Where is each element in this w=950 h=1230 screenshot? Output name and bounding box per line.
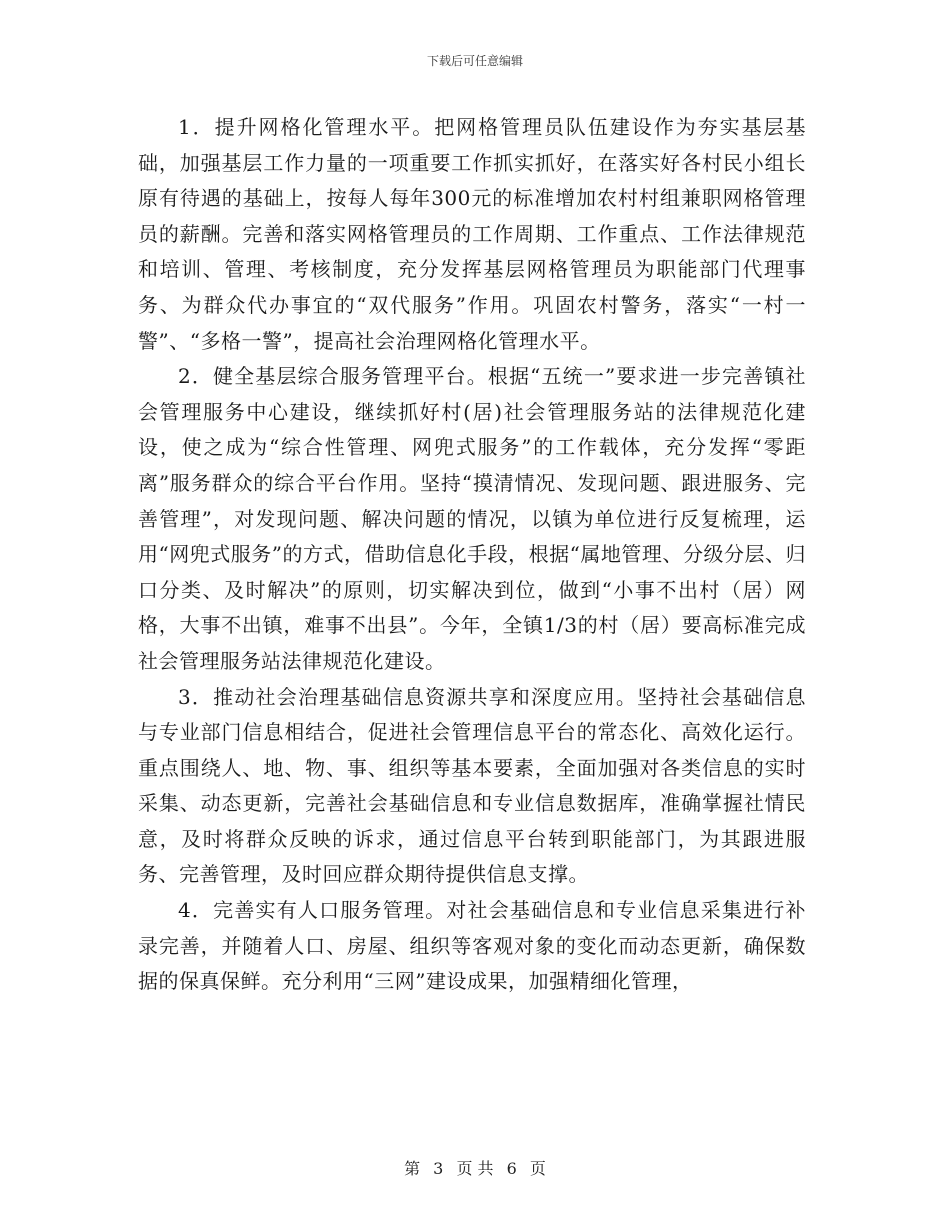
current-page-number: 3 [433, 1159, 444, 1178]
total-pages-number: 6 [506, 1159, 517, 1178]
paragraph-2: 2．健全基层综合服务管理平台。根据“五统一”要求进一步完善镇社会管理服务中心建设，继续抓好村(居)社会管理服务站的法律规范化建设，使之成为“综合性管理、网兜式服务”的工作载体，充分发挥“零距离”服务群众的综合平台作用。坚持“摸清情况、发现问题、跟进服务、完善管理”，对发现问题、解决问题的情况，以镇为单位进行反复梳理，运用“网兜式服务”的方式，借助信息化手段，根据“属地管理、分级分层、归口分类、及时解决”的原则，切实解决到位，做到“小事不出村（居）网格，大事不出镇，难事不出县”。今年，全镇1/3的村（居）要高标准完成社会管理服务站法律规范化建设。 [138, 364, 806, 673]
page-label-suffix: 页 [529, 1159, 546, 1178]
paragraph-4: 4．完善实有人口服务管理。对社会基础信息和专业信息采集进行补录完善，并随着人口、房屋、组织等客观对象的变化而动态更新，确保数据的保真保鲜。充分利用“三网”建设成果，加强精细化管理， [138, 898, 806, 994]
page-label-mid: 页 共 [456, 1159, 494, 1178]
page-footer [0, 1156, 950, 1179]
paragraph-1: 1．提升网格化管理水平。把网格管理员队伍建设作为夯实基层基础，加强基层工作力量的一项重要工作抓实抓好，在落实好各村民小组长原有待遇的基础上，按每人每年300元的标准增加农村村组兼职网格管理员的薪酬。完善和落实网格管理员的工作周期、工作重点、工作法律规范和培训、管理、考核制度，充分发挥基层网格管理员为职能部门代理事务、为群众代办事宜的“双代服务”作用。巩固农村警务，落实“一村一警”、“多格一警”，提高社会治理网格化管理水平。 [138, 115, 806, 353]
paragraph-3: 3．推动社会治理基础信息资源共享和深度应用。坚持社会基础信息与专业部门信息相结合，促进社会管理信息平台的常态化、高效化运行。重点围绕人、地、物、事、组织等基本要素，全面加强对各类信息的实时采集、动态更新，完善社会基础信息和专业信息数据库，准确掌握社情民意，及时将群众反映的诉求，通过信息平台转到职能部门，为其跟进服务、完善管理，及时回应群众期待提供信息支撑。 [138, 684, 806, 887]
header-note: 下载后可任意编辑 [426, 54, 523, 68]
page-label-prefix: 第 [404, 1159, 421, 1178]
document-body [138, 110, 806, 1000]
